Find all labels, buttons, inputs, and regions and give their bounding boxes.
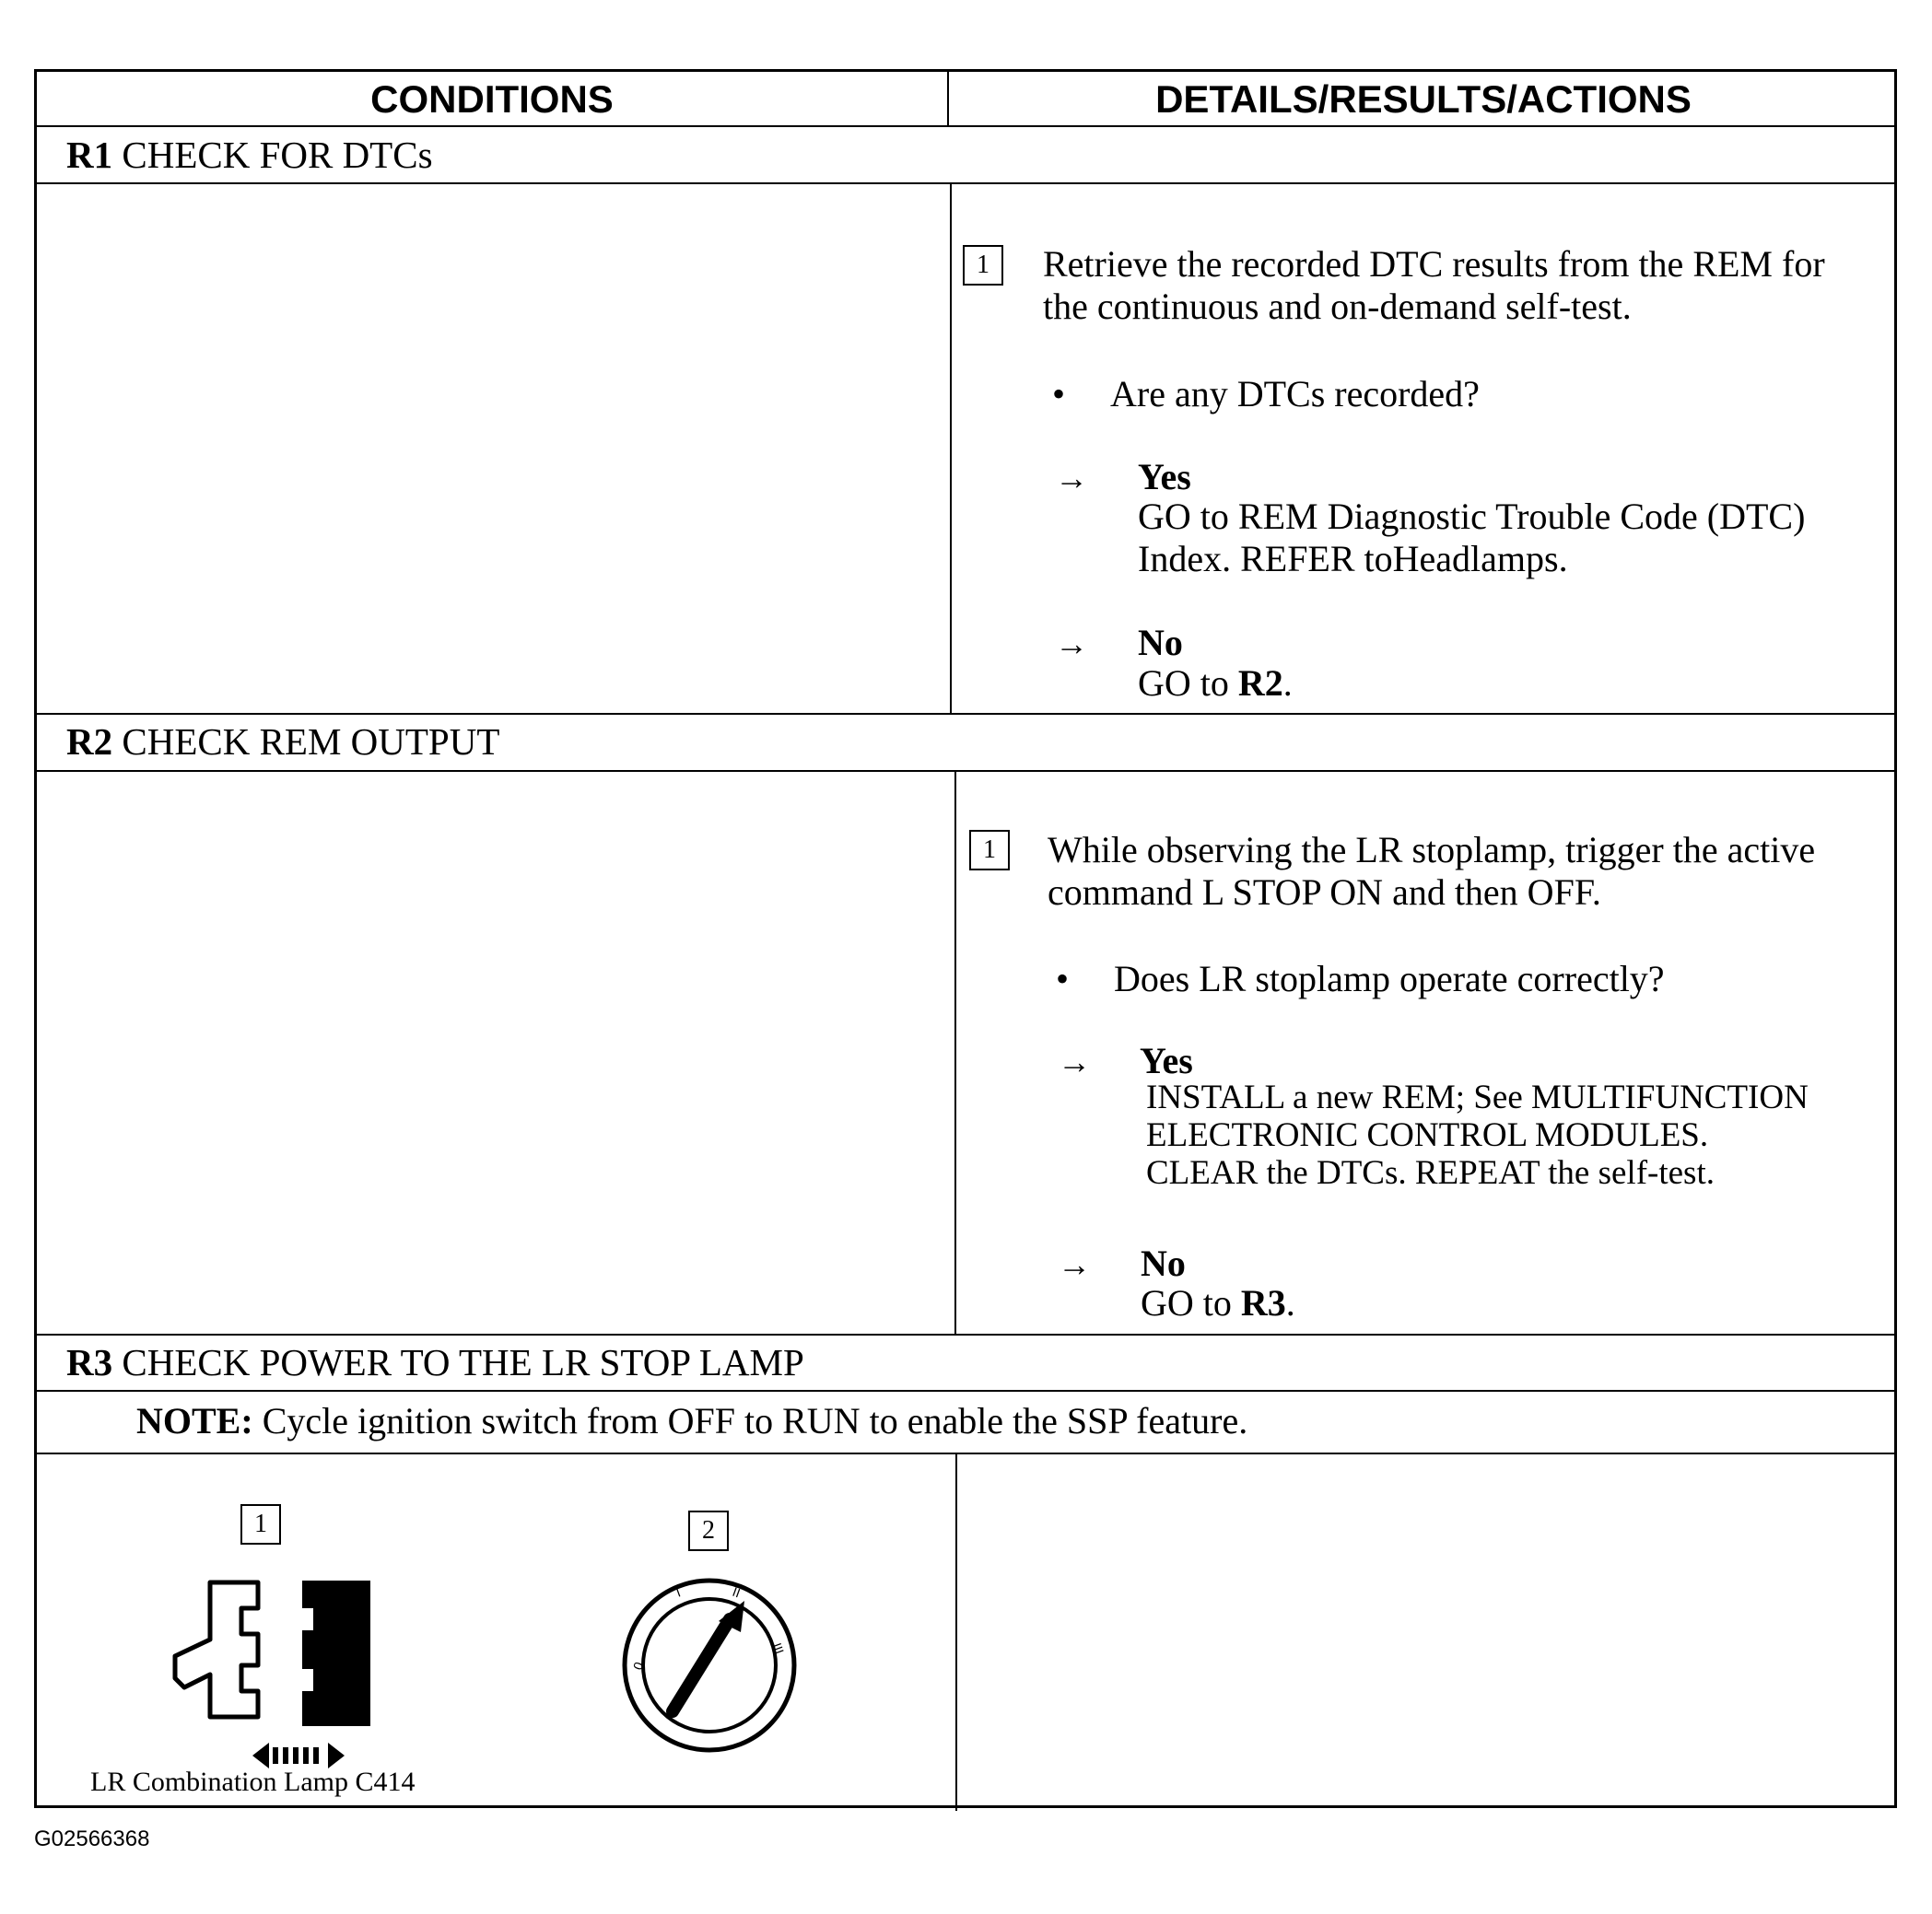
r1-no-label: No	[1138, 622, 1183, 663]
r1-divider	[950, 184, 952, 714]
r2-divider	[954, 770, 956, 1335]
conditions-header: CONDITIONS	[370, 77, 614, 121]
r2-yes-action-3: CLEAR the DTCs. REPEAT the self-test.	[1146, 1154, 1715, 1192]
right-arrow-icon: →	[1055, 460, 1088, 496]
r1-title: CHECK FOR DTCs	[122, 134, 433, 176]
fig1-step-box: 1	[240, 1504, 281, 1545]
right-arrow-icon: →	[1055, 625, 1088, 662]
right-arrow-icon: →	[1058, 1246, 1091, 1283]
hline	[37, 1453, 1894, 1454]
r2-yes-action-2: ELECTRONIC CONTROL MODULES.	[1146, 1116, 1709, 1154]
diagnostic-table	[34, 69, 1897, 1808]
r1-instruction: Retrieve the recorded DTC results from the REM for the continuous and on-demand self-test.	[1043, 243, 1825, 327]
fig1-caption: LR Combination Lamp C414	[90, 1767, 416, 1797]
details-header: DETAILS/RESULTS/ACTIONS	[1155, 77, 1692, 121]
r2-question: Does LR stoplamp operate correctly?	[1114, 958, 1665, 999]
r2-title: CHECK REM OUTPUT	[122, 720, 500, 763]
hline	[37, 182, 1894, 184]
r1-step-box: 1	[963, 245, 1003, 286]
r2-yes-action-1: INSTALL a new REM; See MULTIFUNCTION	[1146, 1079, 1809, 1116]
ignition-switch-icon	[617, 1573, 802, 1757]
r1-section-title	[66, 127, 433, 182]
svg-text:II: II	[730, 1583, 743, 1601]
r3-section-title	[66, 1335, 804, 1390]
r2-id: R2	[66, 720, 113, 763]
r1-question: Are any DTCs recorded?	[1110, 373, 1480, 414]
bullet-icon: •	[1056, 958, 1070, 999]
connector-icon	[166, 1573, 387, 1771]
svg-text:I: I	[673, 1584, 683, 1600]
figure-code: G02566368	[34, 1826, 150, 1851]
r1-no-action: GO to R2.	[1138, 662, 1293, 704]
r1-id: R1	[66, 134, 113, 176]
r2-yes-label: Yes	[1140, 1040, 1193, 1081]
r1-yes-label: Yes	[1138, 456, 1191, 497]
right-arrow-icon: →	[1058, 1044, 1091, 1080]
r2-goto-target: R3	[1240, 1282, 1286, 1324]
r3-id: R3	[66, 1341, 113, 1383]
r2-no-action: GO to R3.	[1141, 1282, 1295, 1324]
r1-goto-target: R2	[1237, 662, 1283, 704]
r3-title: CHECK POWER TO THE LR STOP LAMP	[122, 1341, 804, 1383]
svg-text:III: III	[769, 1640, 788, 1656]
r2-step-box: 1	[969, 830, 1010, 870]
svg-text:0: 0	[629, 1660, 647, 1673]
r2-section-title	[66, 714, 499, 769]
bullet-icon: •	[1052, 373, 1066, 414]
r3-note	[136, 1392, 1247, 1451]
disconnect-arrow-icon	[252, 1743, 345, 1768]
r3-divider	[955, 1453, 957, 1811]
fig2-step-box: 2	[688, 1511, 729, 1551]
note-text: Cycle ignition switch from OFF to RUN to enable the SSP feature.	[262, 1400, 1248, 1441]
note-label: NOTE:	[136, 1400, 253, 1441]
r2-no-label: No	[1141, 1243, 1186, 1284]
hline	[37, 770, 1894, 772]
r2-instruction: While observing the LR stoplamp, trigger the active command L STOP ON and then OFF.	[1048, 829, 1816, 913]
r1-yes-action: GO to REM Diagnostic Trouble Code (DTC) Index. REFER toHeadlamps.	[1138, 496, 1806, 579]
